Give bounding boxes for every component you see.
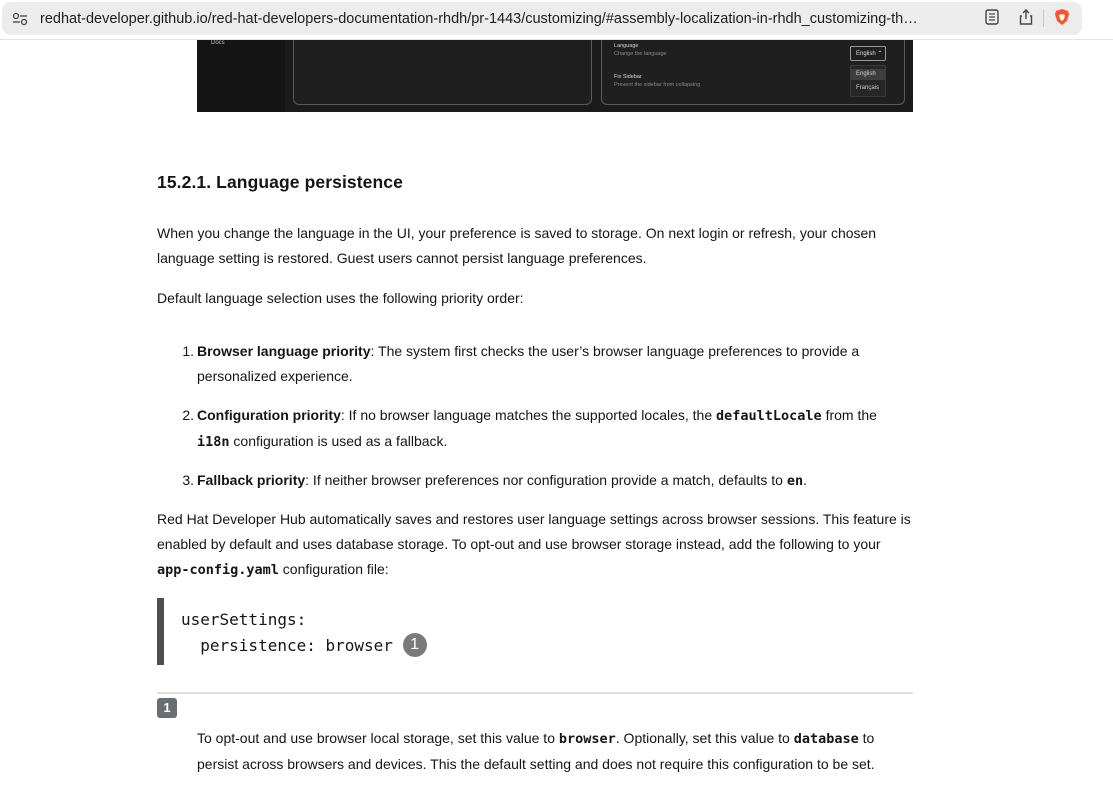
code-line: userSettings:	[181, 610, 307, 629]
share-icon[interactable]	[1017, 8, 1035, 26]
callout-number-badge: 1	[157, 698, 177, 718]
inline-code: browser	[558, 731, 616, 747]
toolbar-separator	[1043, 9, 1044, 27]
reader-mode-icon[interactable]	[983, 8, 1001, 26]
screenshot-option-english: English	[851, 69, 885, 80]
screenshot-fix-sidebar-label: Fix Sidebar	[614, 74, 642, 80]
screenshot-language-menu	[850, 65, 886, 97]
callout-text: To opt-out and use browser local storage, set this value to	[197, 730, 559, 746]
intro-paragraph: When you change the language in the UI, your preference is saved to storage. On next login or refresh, your chosen language setting is restored. Guest users cannot persist language preferences.	[157, 225, 877, 266]
callout-text: . Optionally, set this value to	[615, 730, 794, 746]
list-item	[197, 339, 913, 389]
brave-shields-icon[interactable]	[1053, 8, 1071, 26]
inline-code: app-config.yaml	[157, 562, 279, 578]
inline-code: database	[793, 731, 859, 747]
inline-code: i18n	[197, 434, 230, 450]
screenshot-option-francais: Français	[856, 85, 880, 91]
list-item	[197, 468, 913, 494]
site-settings-icon[interactable]	[12, 12, 28, 26]
code-content[interactable]	[181, 607, 427, 659]
priority-intro-paragraph: Default language selection uses the following priority order:	[157, 290, 524, 306]
list-item	[197, 403, 913, 455]
yaml-code-block[interactable]	[157, 598, 913, 665]
screenshot-docs-label: Docs	[211, 40, 225, 46]
code-line: persistence: browser	[181, 636, 403, 655]
persistence-paragraph	[157, 507, 913, 583]
screenshot-language-desc: Change the language	[614, 51, 667, 57]
screenshot-fix-sidebar-desc: Prevent the sidebar from collapsing	[614, 82, 701, 88]
divider	[157, 692, 913, 694]
list-item-title: Fallback priority	[197, 472, 306, 488]
list-item-number: 2.	[182, 407, 194, 423]
code-block-accent-bar	[157, 598, 164, 665]
screenshot-panel-left	[293, 40, 592, 105]
list-item-title: Browser language priority	[197, 343, 371, 359]
callout-description	[197, 726, 913, 777]
code-callout-badge: 1	[403, 633, 427, 657]
paragraph-text: Red Hat Developer Hub automatically saves and restores user language settings across browser sessions. This feature is enabled by default and uses database storage. To opt-out and use browser storage instead, add the following to your	[157, 511, 911, 552]
list-item-number: 1.	[182, 343, 194, 359]
list-item-text: .	[803, 472, 808, 488]
list-item-title: Configuration priority	[197, 407, 341, 423]
browser-toolbar	[0, 0, 1113, 40]
url-text[interactable]: redhat-developer.github.io/red-hat-developers-documentation-rhdh/pr-1443/customizing/#assembly-localization-in-rhdh_customizing-th…	[40, 11, 918, 27]
inline-code: defaultLocale	[716, 408, 822, 424]
list-item-text: : If no browser language matches the supported locales, the	[340, 407, 717, 423]
address-bar[interactable]	[2, 2, 1082, 35]
list-item-text: : The system first checks the user’s browser language preferences to provide a personalized experience.	[197, 343, 860, 384]
settings-screenshot-image	[197, 40, 913, 112]
section-heading: 15.2.1. Language persistence	[157, 172, 403, 192]
screenshot-language-dropdown: English ⌃	[850, 46, 886, 61]
inline-code: en	[786, 473, 804, 489]
list-item-text: : If neither browser preferences nor configuration provide a match, defaults to	[305, 472, 787, 488]
list-item-text: from the	[821, 407, 877, 423]
callout-text: to persist across browsers and devices. This the default setting and does not require this configuration to be set.	[197, 730, 875, 772]
screenshot-language-label: Language	[614, 43, 639, 49]
list-item-number: 3.	[182, 472, 194, 488]
paragraph-text: configuration file:	[278, 561, 389, 577]
list-item-text: configuration is used as a fallback.	[229, 433, 448, 449]
screenshot-sidebar	[197, 40, 285, 112]
